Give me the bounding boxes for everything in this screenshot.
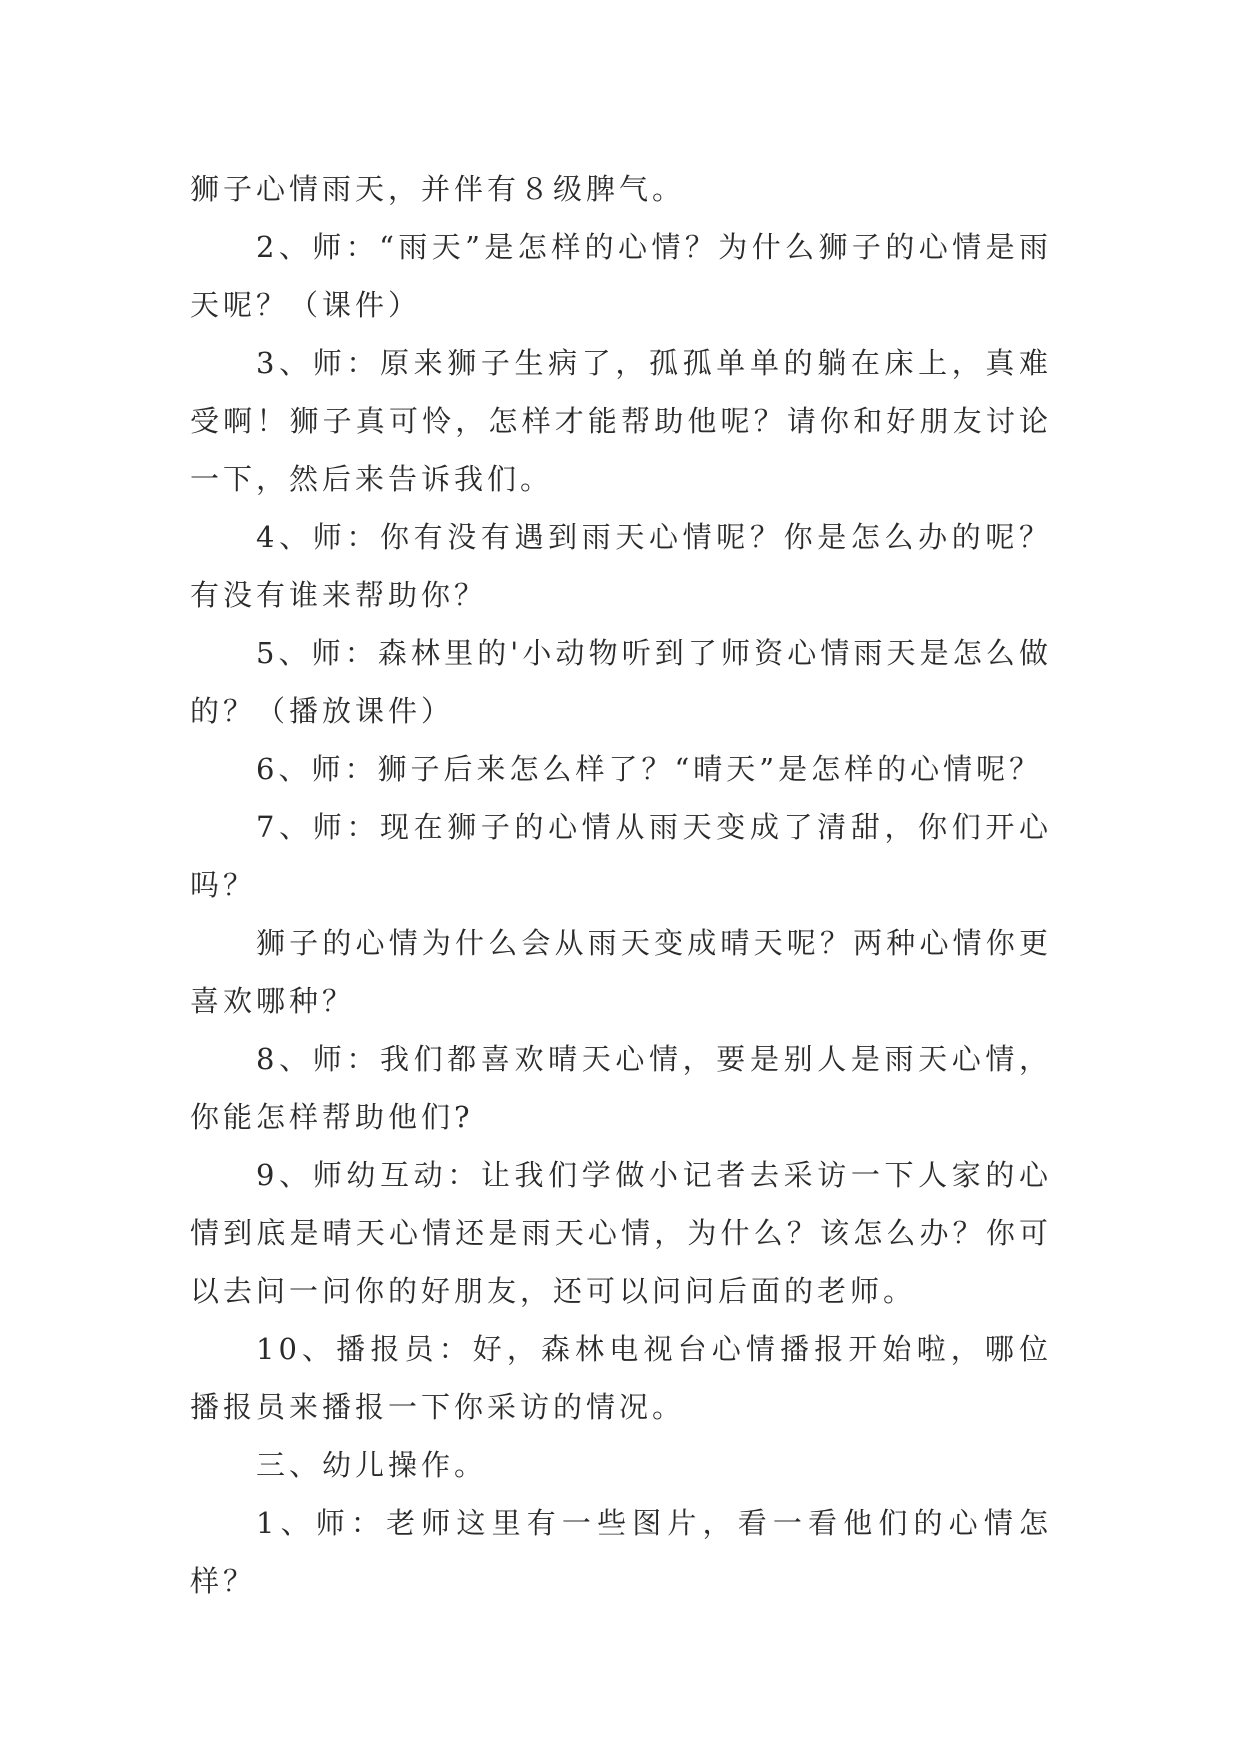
- paragraph-item-9: 9、师幼互动：让我们学做小记者去采访一下人家的心情到底是晴天心情还是雨天心情，为什么？该怎么办？你可以去问一问你的好朋友，还可以问问后面的老师。: [190, 1158, 1052, 1308]
- paragraph-item-3: 3、师：原来狮子生病了，孤孤单单的躺在床上，真难受啊！狮子真可怜，怎样才能帮助他呢？请你和好朋友讨论一下，然后来告诉我们。: [190, 346, 1052, 496]
- paragraph-continuation: 狮子心情雨天，并伴有８级脾气。: [190, 172, 686, 206]
- paragraph-section3-item-1: 1、师：老师这里有一些图片，看一看他们的心情怎样？: [190, 1506, 1052, 1598]
- paragraph-item-7: 7、师：现在狮子的心情从雨天变成了清甜，你们开心吗？: [190, 810, 1052, 902]
- paragraph-item-4: 4、师：你有没有遇到雨天心情呢？你是怎么办的呢？有没有谁来帮助你？: [190, 520, 1052, 612]
- paragraph-item-5: 5、师：森林里的'小动物听到了师资心情雨天是怎么做的？（播放课件）: [190, 636, 1052, 728]
- document-body: [190, 160, 1052, 1610]
- paragraph-item-7-followup: 狮子的心情为什么会从雨天变成晴天呢？两种心情你更喜欢哪种？: [190, 926, 1052, 1018]
- paragraph-item-6: 6、师：狮子后来怎么样了？“晴天”是怎样的心情呢？: [256, 752, 1043, 786]
- section-heading: 三、幼儿操作。: [256, 1448, 488, 1482]
- paragraph-item-2: 2、师：“雨天”是怎样的心情？为什么狮子的心情是雨天呢？（课件）: [190, 230, 1052, 322]
- paragraph-item-10: 10、播报员：好，森林电视台心情播报开始啦，哪位播报员来播报一下你采访的情况。: [190, 1332, 1052, 1424]
- paragraph-item-8: 8、师：我们都喜欢晴天心情，要是别人是雨天心情，你能怎样帮助他们?: [190, 1042, 1052, 1134]
